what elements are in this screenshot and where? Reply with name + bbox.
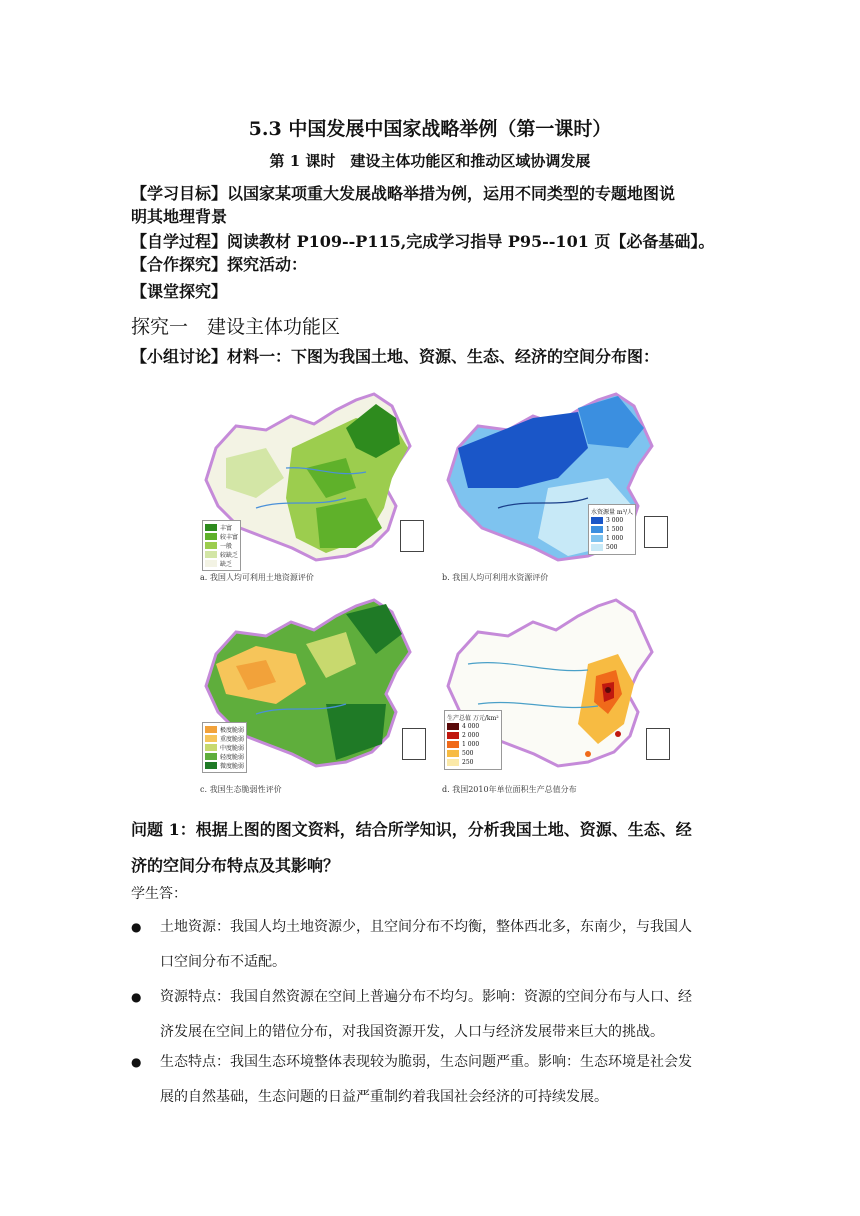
answer-text: 生态特点：我国生态环境整体表现较为脆弱，生态问题严重。影响：生态环境是社会发 [160, 1054, 692, 1070]
legend-label: 中度脆弱 [220, 745, 245, 752]
map-gdp-density [438, 594, 676, 798]
question-line-2: 济的空间分布特点及其影响？ [131, 856, 340, 875]
map-figure-grid [196, 388, 678, 806]
legend-label: 重度脆弱 [220, 736, 245, 743]
legend-land [202, 520, 241, 571]
legend-label: 1 000 [462, 741, 480, 748]
bullet-icon: ● [131, 1055, 142, 1069]
self-study-line: 【自学过程】阅读教材 P109--P115,完成学习指导 P95--101 页【必备基础】。 [131, 232, 715, 251]
legend-label: 较缺乏 [220, 552, 239, 559]
map-water-resources [438, 388, 676, 592]
learning-goal-line-1: 【学习目标】以国家某项重大发展战略举措为例，运用不同类型的专题地图说 [131, 184, 676, 203]
cooperation-line: 【合作探究】探究活动： [131, 255, 308, 274]
class-explore-line: 【课堂探究】 [131, 282, 228, 301]
legend-label: 丰富 [220, 525, 233, 532]
answer-text: 济发展在空间上的错位分布，对我国资源开发，人口与经济发展带来巨大的挑战。 [160, 1024, 664, 1040]
legend-label: 500 [462, 750, 474, 757]
map-caption-d: d. 我国2010年单位面积生产总值分布 [442, 785, 577, 794]
answer-item-land [131, 910, 731, 980]
south-china-sea-inset [402, 728, 426, 760]
legend-label: 极度脆弱 [220, 727, 245, 734]
south-china-sea-inset [646, 728, 670, 760]
legend-label: 500 [606, 544, 618, 551]
bullet-icon: ● [131, 990, 142, 1004]
map-ecological-vulnerability [196, 594, 434, 798]
bullet-icon: ● [131, 920, 142, 934]
legend-label: 4 000 [462, 723, 480, 730]
answer-label: 学生答： [131, 886, 187, 902]
legend-eco [202, 722, 247, 773]
page-subtitle: 第 1 课时 建设主体功能区和推动区域协调发展 [269, 152, 591, 170]
legend-label: 1 000 [606, 535, 624, 542]
map-caption-c: c. 我国生态脆弱性评价 [200, 785, 282, 794]
map-caption-a: a. 我国人均可利用土地资源评价 [200, 573, 314, 582]
legend-label: 一般 [220, 543, 233, 550]
answer-text: 展的自然基础，生态问题的日益严重制约着我国社会经济的可持续发展。 [160, 1089, 608, 1105]
page-title: 5.3 中国发展中国家战略举例（第一课时） [248, 118, 612, 140]
legend-label: 较丰富 [220, 534, 239, 541]
answer-item-resources [131, 980, 731, 1050]
section-heading: 探究一 建设主体功能区 [131, 316, 341, 338]
legend-water [588, 504, 636, 555]
material-line: 【小组讨论】材料一：下图为我国土地、资源、生态、经济的空间分布图： [131, 347, 660, 366]
china-map-water [438, 388, 676, 592]
question-line-1: 问题 1：根据上图的图文资料，结合所学知识，分析我国土地、资源、生态、经 [131, 820, 692, 839]
legend-title: 水资源量 m³/人 [591, 509, 634, 516]
learning-goal-line-2: 明其地理背景 [131, 207, 228, 226]
legend-gdp [444, 710, 502, 770]
legend-label: 3 000 [606, 517, 624, 524]
legend-label: 缺乏 [220, 561, 233, 568]
map-land-resources [196, 388, 434, 592]
map-caption-b: b. 我国人均可利用水资源评价 [442, 573, 549, 582]
legend-label: 2 000 [462, 732, 480, 739]
answer-text: 口空间分布不适配。 [160, 954, 286, 970]
answer-text: 资源特点：我国自然资源在空间上普遍分布不均匀。影响：资源的空间分布与人口、经 [160, 989, 692, 1005]
answer-text: 土地资源：我国人均土地资源少，且空间分布不均衡，整体西北多，东南少，与我国人 [160, 919, 692, 935]
legend-label: 轻度脆弱 [220, 754, 245, 761]
south-china-sea-inset [400, 520, 424, 552]
answer-item-ecology [131, 1045, 731, 1115]
legend-label: 250 [462, 759, 474, 766]
legend-label: 微度脆弱 [220, 763, 245, 770]
legend-label: 1 500 [606, 526, 624, 533]
south-china-sea-inset [644, 516, 668, 548]
legend-title: 生产总值 万元/km² [447, 715, 499, 722]
